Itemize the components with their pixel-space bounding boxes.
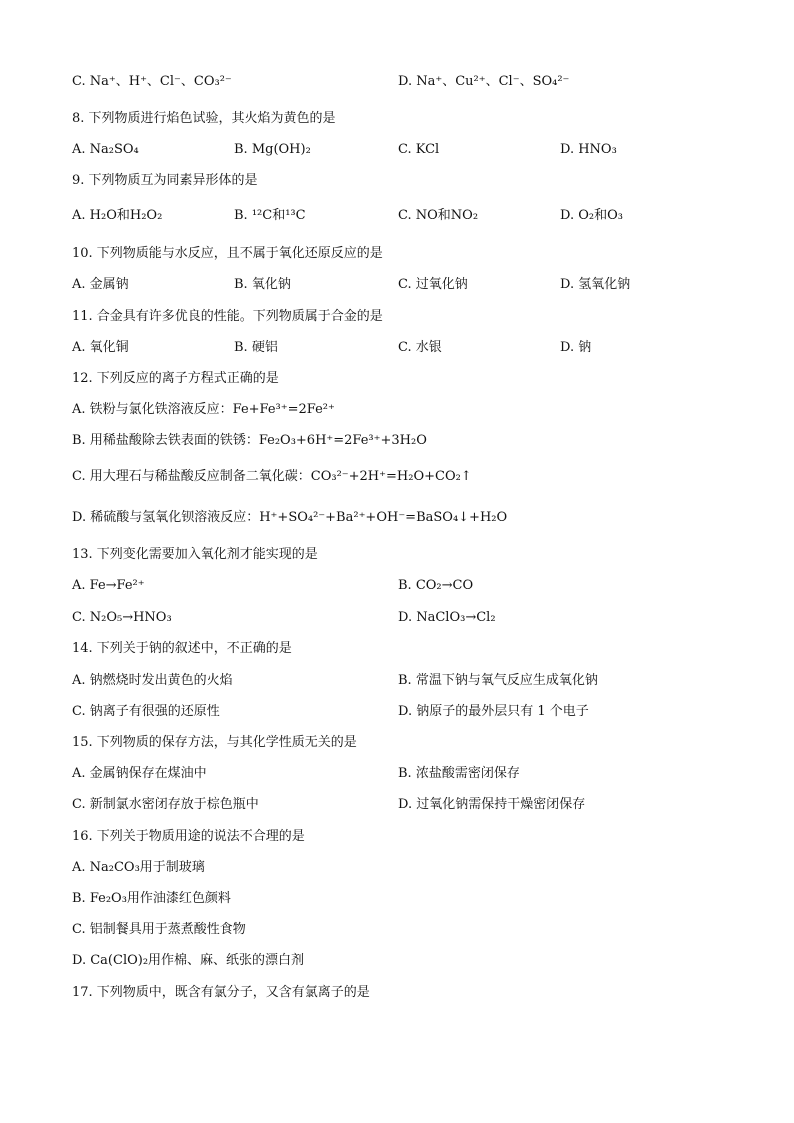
q14-option-d: D. 钠原子的最外层只有 1 个电子 — [398, 704, 589, 719]
q14-option-c: C. 钠离子有很强的还原性 — [72, 704, 220, 719]
q15-stem: 15. 下列物质的保存方法，与其化学性质无关的是 — [72, 735, 357, 750]
q10-option-b: B. 氧化钠 — [234, 277, 291, 292]
q7-option-c: C. Na⁺、H⁺、Cl⁻、CO₃²⁻ — [72, 74, 232, 89]
q13-option-a: A. Fe→Fe²⁺ — [72, 578, 145, 593]
q13-option-b: B. CO₂→CO — [398, 578, 474, 593]
q17-stem: 17. 下列物质中，既含有氯分子，又含有氯离子的是 — [72, 985, 370, 1000]
q12-option-b: B. 用稀盐酸除去铁表面的铁锈：Fe₂O₃+6H⁺=2Fe³⁺+3H₂O — [72, 433, 427, 448]
q15-option-b: B. 浓盐酸需密闭保存 — [398, 766, 520, 781]
q8-option-b: B. Mg(OH)₂ — [234, 142, 311, 157]
q13-stem: 13. 下列变化需要加入氧化剂才能实现的是 — [72, 547, 318, 562]
q13-option-d: D. NaClO₃→Cl₂ — [398, 610, 496, 625]
q8-option-c: C. KCl — [398, 142, 440, 157]
q8-option-a: A. Na₂SO₄ — [72, 142, 139, 157]
q9-option-b: B. ¹²C和¹³C — [234, 208, 306, 223]
q10-option-a: A. 金属钠 — [72, 277, 129, 292]
q10-stem: 10. 下列物质能与水反应，且不属于氧化还原反应的是 — [72, 246, 383, 261]
q11-option-c: C. 水银 — [398, 340, 442, 355]
q9-option-d: D. O₂和O₃ — [560, 208, 623, 223]
q11-option-b: B. 硬铝 — [234, 340, 278, 355]
q12-stem: 12. 下列反应的离子方程式正确的是 — [72, 371, 279, 386]
q8-option-d: D. HNO₃ — [560, 142, 617, 157]
q16-option-b: B. Fe₂O₃用作油漆红色颜料 — [72, 891, 231, 906]
q13-option-c: C. N₂O₅→HNO₃ — [72, 610, 172, 625]
q9-option-c: C. NO和NO₂ — [398, 208, 479, 223]
q16-option-d: D. Ca(ClO)₂用作棉、麻、纸张的漂白剂 — [72, 953, 305, 968]
q15-option-c: C. 新制氯水密闭存放于棕色瓶中 — [72, 797, 259, 812]
q11-option-a: A. 氧化铜 — [72, 340, 129, 355]
q14-option-b: B. 常温下钠与氧气反应生成氧化钠 — [398, 673, 598, 688]
q11-stem: 11. 合金具有许多优良的性能。下列物质属于合金的是 — [72, 309, 383, 324]
q9-option-a: A. H₂O和H₂O₂ — [72, 208, 163, 223]
q15-option-a: A. 金属钠保存在煤油中 — [72, 766, 207, 781]
q12-option-a: A. 铁粉与氯化铁溶液反应：Fe+Fe³⁺=2Fe²⁺ — [72, 402, 335, 417]
q14-option-a: A. 钠燃烧时发出黄色的火焰 — [72, 673, 233, 688]
q16-stem: 16. 下列关于物质用途的说法不合理的是 — [72, 829, 305, 844]
q10-option-c: C. 过氧化钠 — [398, 277, 468, 292]
q7-option-d: D. Na⁺、Cu²⁺、Cl⁻、SO₄²⁻ — [398, 74, 570, 89]
q8-stem: 8. 下列物质进行焰色试验，其火焰为黄色的是 — [72, 111, 336, 126]
q12-option-d: D. 稀硫酸与氢氧化钡溶液反应：H⁺+SO₄²⁻+Ba²⁺+OH⁻=BaSO₄↓+H₂O — [72, 510, 508, 525]
q12-option-c: C. 用大理石与稀盐酸反应制备二氧化碳：CO₃²⁻+2H⁺=H₂O+CO₂↑ — [72, 469, 472, 484]
q15-option-d: D. 过氧化钠需保持干燥密闭保存 — [398, 797, 586, 812]
q16-option-a: A. Na₂CO₃用于制玻璃 — [72, 860, 205, 875]
q16-option-c: C. 铝制餐具用于蒸煮酸性食物 — [72, 922, 246, 937]
q14-stem: 14. 下列关于钠的叙述中，不正确的是 — [72, 641, 292, 656]
q11-option-d: D. 钠 — [560, 340, 592, 355]
q10-option-d: D. 氢氧化钠 — [560, 277, 631, 292]
q9-stem: 9. 下列物质互为同素异形体的是 — [72, 173, 258, 188]
